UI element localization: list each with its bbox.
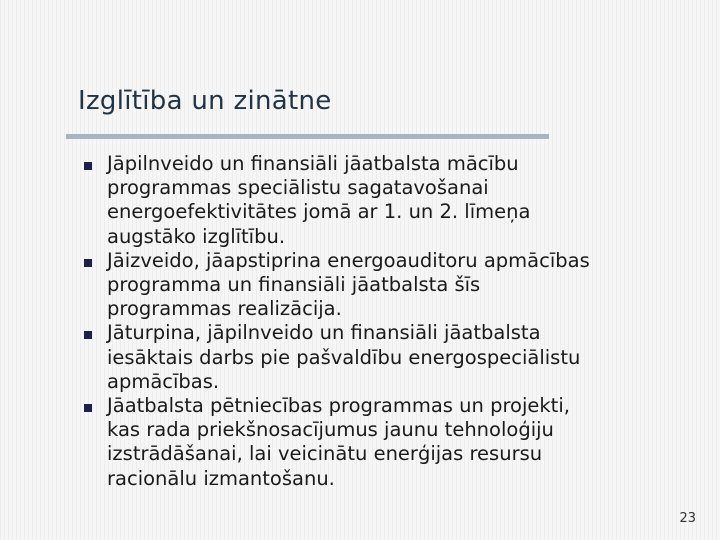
bullet-text: Jāatbalsta pētniecības programmas un projekti, kas rada priekšnosacījumus jaunu tehnoloģiju izstrādāšanai, lai veicinātu enerģijas resursu racionālu izmantošanu.: [107, 394, 570, 490]
bullet-text: Jāturpina, jāpilnveido un finansiāli jāatbalsta iesāktais darbs pie pašvaldību energospeciālistu apmācības.: [107, 321, 581, 393]
page-number: 23: [679, 511, 696, 526]
bullet-text: Jāizveido, jāapstiprina energoauditoru apmācības programma un finansiāli jāatbalsta šīs programmas realizācija.: [107, 248, 590, 321]
square-bullet-icon: [84, 331, 92, 339]
slide-title: Izglītība un zinātne: [78, 86, 332, 116]
square-bullet-icon: [84, 162, 92, 170]
bullet-text: Jāpilnveido un finansiāli jāatbalsta mācību programmas speciālistu sagatavošanai energoefektivitātes jomā ar 1. un 2. līmeņa augstāko izglītību.: [107, 152, 531, 248]
square-bullet-icon: [84, 404, 92, 412]
bullet-item: [84, 249, 709, 322]
title-underline: [66, 134, 549, 139]
bullet-item: [84, 394, 709, 491]
bullet-item: [84, 321, 709, 394]
square-bullet-icon: [84, 259, 92, 267]
bullet-list: [84, 152, 709, 491]
bullet-item: [84, 152, 709, 249]
